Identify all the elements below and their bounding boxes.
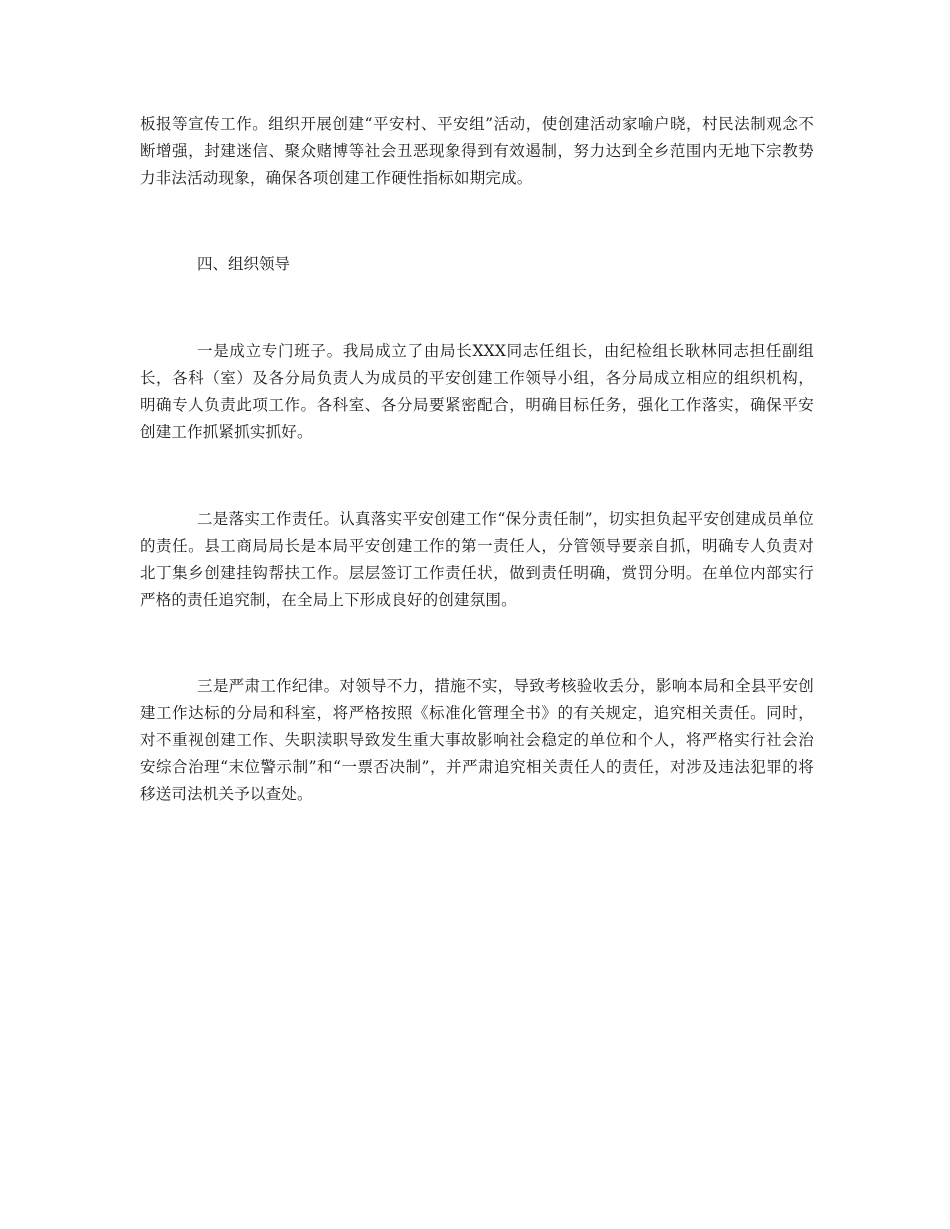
section-heading: 四、组织领导 [197, 255, 291, 273]
paragraph-discipline: 三是严肃工作纪律。对领导不力，措施不实，导致考核验收丢分，影响本局和全县平安创建工作达标的分局和科室，将严格按照《标准化管理全书》的有关规定，追究相关责任。同时，对不重视创建工作、失职渎职导致发生重大事故影响社会稳定的单位和个人，将严格实行社会治安综合治理“末位警示制”和“一票否决制”，并严肃追究相关责任人的责任，对涉及违法犯罪的将移送司法机关予以查处。 [140, 677, 814, 803]
paragraph-continuation: 板报等宣传工作。组织开展创建“平安村、平安组”活动，使创建活动家喻户晓，村民法制观念不断增强，封建迷信、聚众赌博等社会丑恶现象得到有效遏制，努力达到全乡范围内无地下宗教势力非法活动现象，确保各项创建工作硬性指标如期完成。 [140, 115, 814, 187]
paragraph-responsibility: 二是落实工作责任。认真落实平安创建工作“保分责任制”，切实担负起平安创建成员单位的责任。县工商局局长是本局平安创建工作的第一责任人，分管领导要亲自抓，明确专人负责对北丁集乡创建挂钩帮扶工作。层层签订工作责任状，做到责任明确，赏罚分明。在单位内部实行严格的责任追究制，在全局上下形成良好的创建氛围。 [140, 510, 814, 609]
paragraph-organization: 一是成立专门班子。我局成立了由局长XXX同志任组长，由纪检组长耿林同志担任副组长，各科（室）及各分局负责人为成员的平安创建工作领导小组，各分局成立相应的组织机构，明确专人负责此项工作。各科室、各分局要紧密配合，明确目标任务，强化工作落实，确保平安创建工作抓紧抓实抓好。 [140, 342, 814, 441]
